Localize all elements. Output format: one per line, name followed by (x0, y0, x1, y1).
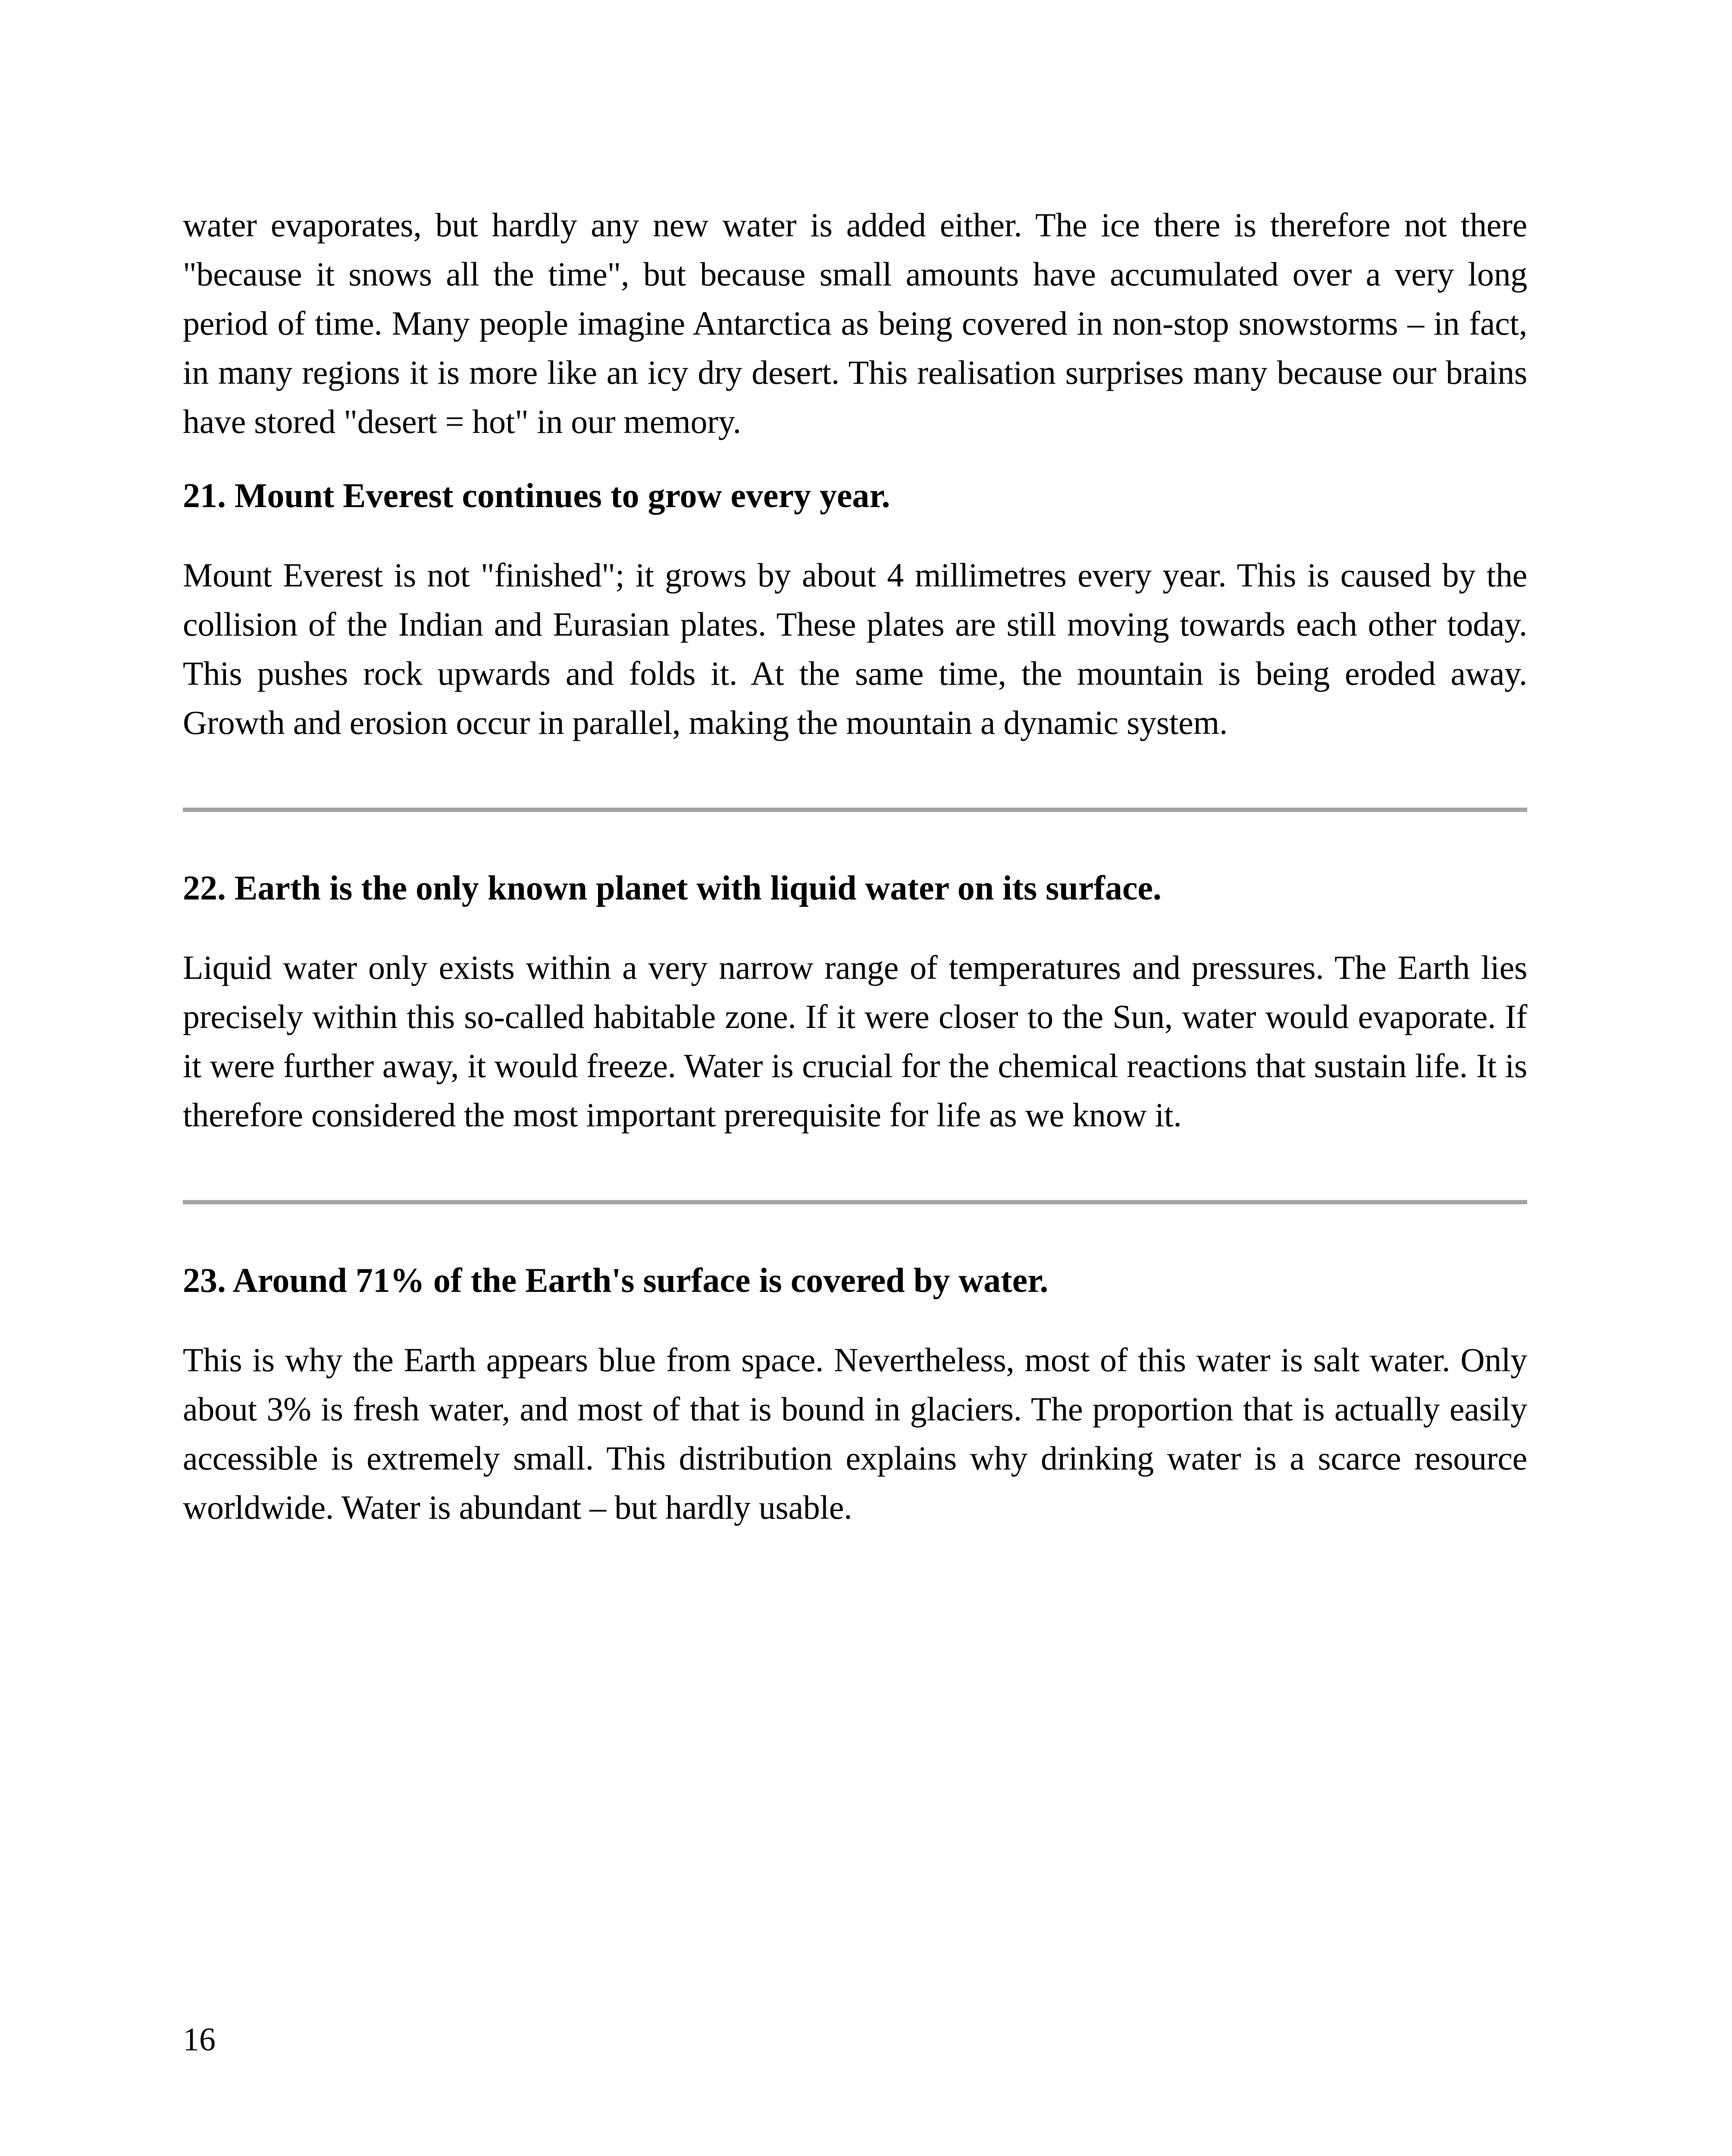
section-23-heading: 23. Around 71% of the Earth's surface is covered by water. (183, 1262, 1049, 1300)
section-21-body: Mount Everest is not "finished"; it grows by about 4 millimetres every year. This is caused by the collision of the Indian and Eurasian plates. These plates are still moving towards each other today. This pushes rock upwards and folds it. At the same time, the mountain is being eroded away. Growth and erosion occur in parallel, making the mountain a dynamic system. (183, 556, 1527, 741)
page-content (183, 201, 1527, 1532)
section-23-body: This is why the Earth appears blue from space. Nevertheless, most of this water is salt water. Only about 3% is fresh water, and most of that is bound in glaciers. The proportion that is actually easily accessible is extremely small. This distribution explains why drinking water is a scarce resource worldwide. Water is abundant – but hardly usable. (183, 1341, 1527, 1526)
section-21-heading: 21. Mount Everest continues to grow every year. (183, 477, 890, 515)
section-divider (183, 808, 1527, 812)
page-number: 16 (183, 2021, 216, 2058)
section-22-body: Liquid water only exists within a very narrow range of temperatures and pressures. The Earth lies precisely within this so-called habitable zone. If it were closer to the Sun, water would evaporate. If it were further away, it would freeze. Water is crucial for the chemical reactions that sustain life. It is therefore considered the most important prerequisite for life as we know it. (183, 949, 1527, 1134)
intro-paragraph: water evaporates, but hardly any new water is added either. The ice there is therefore not there "because it snows all the time", but because small amounts have accumulated over a very long period of time. Many people imagine Antarctica as being covered in non-stop snowstorms – in fact, in many regions it is more like an icy dry desert. This realisation surprises many because our brains have stored "desert = hot" in our memory. (183, 206, 1527, 440)
section-22-heading: 22. Earth is the only known planet with liquid water on its surface. (183, 869, 1162, 907)
section-divider (183, 1200, 1527, 1204)
